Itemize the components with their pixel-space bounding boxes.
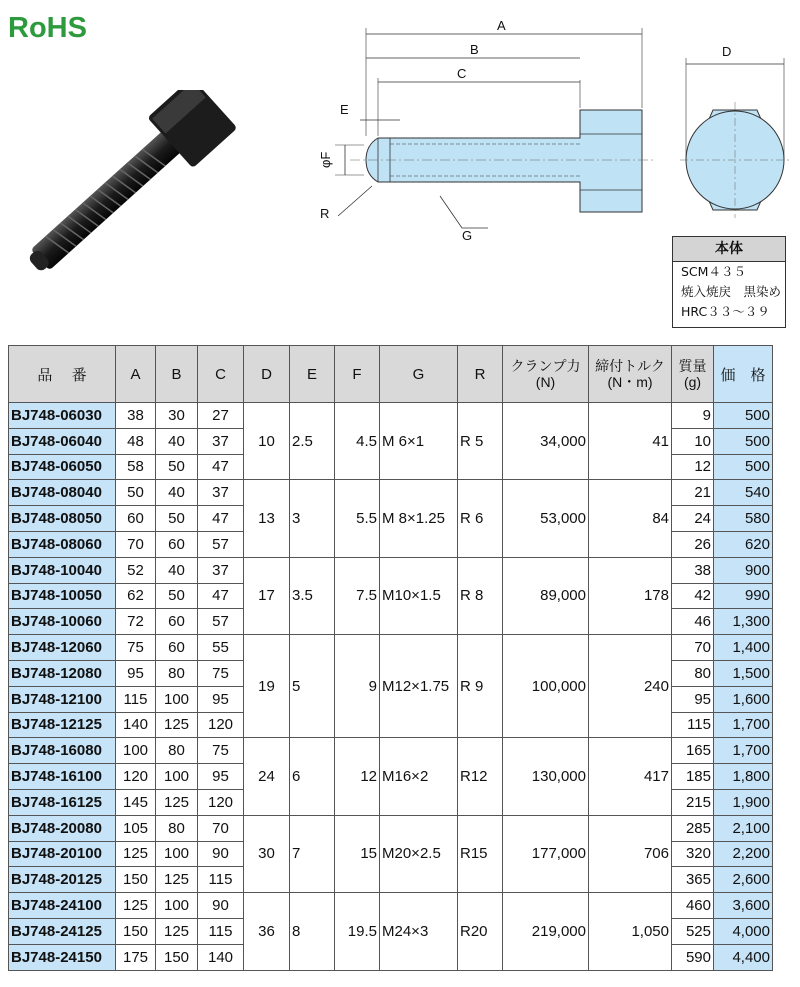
cell-torque: 1,050 [589, 893, 672, 970]
cell-C: 115 [198, 867, 244, 893]
cell-mass: 12 [672, 454, 714, 480]
cell-C: 47 [198, 583, 244, 609]
header-torque-unit: (N・m) [607, 374, 653, 390]
cell-A: 150 [116, 867, 156, 893]
dim-A: A [497, 18, 506, 33]
cell-mass: 70 [672, 635, 714, 661]
cell-mass: 365 [672, 867, 714, 893]
cell-D: 19 [244, 635, 290, 738]
cell-A: 72 [116, 609, 156, 635]
part-number: BJ748-20080 [9, 815, 116, 841]
cell-R: R 5 [458, 403, 503, 480]
cell-E: 6 [290, 738, 335, 815]
cell-C: 95 [198, 764, 244, 790]
cell-D: 13 [244, 480, 290, 557]
cell-B: 50 [156, 583, 198, 609]
table-row [9, 635, 773, 661]
part-number: BJ748-24100 [9, 893, 116, 919]
cell-F: 7.5 [335, 557, 380, 634]
cell-mass: 21 [672, 480, 714, 506]
cell-B: 100 [156, 841, 198, 867]
cell-C: 95 [198, 686, 244, 712]
spec-line-hardness: HRC３３～３９ [681, 304, 770, 319]
cell-F: 4.5 [335, 403, 380, 480]
spec-table [8, 345, 773, 971]
cell-G: M16×2 [380, 738, 458, 815]
cell-B: 80 [156, 815, 198, 841]
cell-clamp-force: 177,000 [503, 815, 589, 892]
cell-A: 175 [116, 944, 156, 970]
cell-A: 105 [116, 815, 156, 841]
cell-mass: 10 [672, 428, 714, 454]
cell-B: 100 [156, 764, 198, 790]
header-R: R [458, 346, 503, 403]
cell-A: 38 [116, 403, 156, 429]
cell-price: 500 [714, 403, 773, 429]
header-F: F [335, 346, 380, 403]
header-part: 品 番 [9, 346, 116, 403]
cell-A: 150 [116, 918, 156, 944]
cell-G: M24×3 [380, 893, 458, 970]
cell-clamp-force: 34,000 [503, 403, 589, 480]
table-header-row [9, 346, 773, 403]
cell-price: 1,600 [714, 686, 773, 712]
cell-clamp-force: 89,000 [503, 557, 589, 634]
table-row [9, 557, 773, 583]
header-C: C [198, 346, 244, 403]
header-B: B [156, 346, 198, 403]
part-number: BJ748-16100 [9, 764, 116, 790]
cell-R: R15 [458, 815, 503, 892]
cell-G: M 8×1.25 [380, 480, 458, 557]
cell-A: 125 [116, 841, 156, 867]
cell-A: 115 [116, 686, 156, 712]
cell-F: 19.5 [335, 893, 380, 970]
cell-price: 1,500 [714, 660, 773, 686]
bolt-photo [20, 90, 290, 290]
cell-A: 58 [116, 454, 156, 480]
spec-line-treatment: 焼入焼戻 黒染め [681, 284, 782, 299]
cell-mass: 42 [672, 583, 714, 609]
rohs-logo [6, 6, 106, 46]
cell-R: R20 [458, 893, 503, 970]
cell-B: 80 [156, 738, 198, 764]
cell-A: 70 [116, 531, 156, 557]
cell-C: 27 [198, 403, 244, 429]
cell-torque: 84 [589, 480, 672, 557]
cell-torque: 417 [589, 738, 672, 815]
cell-clamp-force: 100,000 [503, 635, 589, 738]
cell-price: 500 [714, 428, 773, 454]
header-torque [589, 346, 672, 403]
cell-R: R 8 [458, 557, 503, 634]
dim-R: R [320, 206, 330, 221]
cell-E: 3.5 [290, 557, 335, 634]
cell-E: 5 [290, 635, 335, 738]
header-torque-label: 締付トルク [595, 358, 665, 374]
cell-B: 30 [156, 403, 198, 429]
part-number: BJ748-12125 [9, 712, 116, 738]
cell-mass: 165 [672, 738, 714, 764]
cell-D: 17 [244, 557, 290, 634]
cell-torque: 706 [589, 815, 672, 892]
cell-price: 2,200 [714, 841, 773, 867]
cell-mass: 9 [672, 403, 714, 429]
dim-E: E [340, 102, 349, 117]
material-spec-box [672, 236, 786, 328]
cell-mass: 80 [672, 660, 714, 686]
part-number: BJ748-16125 [9, 789, 116, 815]
header-clamp [503, 346, 589, 403]
cell-G: M20×2.5 [380, 815, 458, 892]
cell-C: 70 [198, 815, 244, 841]
cell-R: R12 [458, 738, 503, 815]
cell-B: 80 [156, 660, 198, 686]
rohs-text: RoHS [8, 12, 87, 44]
cell-A: 145 [116, 789, 156, 815]
cell-price: 1,800 [714, 764, 773, 790]
cell-torque: 240 [589, 635, 672, 738]
cell-A: 125 [116, 893, 156, 919]
cell-mass: 320 [672, 841, 714, 867]
cell-D: 10 [244, 403, 290, 480]
cell-price: 1,400 [714, 635, 773, 661]
part-number: BJ748-06030 [9, 403, 116, 429]
cell-C: 37 [198, 428, 244, 454]
cell-B: 40 [156, 480, 198, 506]
dim-C: C [457, 66, 467, 81]
dim-G: G [462, 228, 473, 243]
cell-mass: 26 [672, 531, 714, 557]
cell-mass: 46 [672, 609, 714, 635]
cell-price: 620 [714, 531, 773, 557]
cell-C: 90 [198, 841, 244, 867]
cell-A: 95 [116, 660, 156, 686]
part-number: BJ748-24150 [9, 944, 116, 970]
cell-A: 52 [116, 557, 156, 583]
cell-E: 3 [290, 480, 335, 557]
cell-B: 125 [156, 867, 198, 893]
cell-C: 47 [198, 506, 244, 532]
cell-price: 2,600 [714, 867, 773, 893]
cell-D: 24 [244, 738, 290, 815]
cell-mass: 95 [672, 686, 714, 712]
cell-B: 100 [156, 686, 198, 712]
cell-B: 40 [156, 428, 198, 454]
cell-G: M 6×1 [380, 403, 458, 480]
cell-B: 50 [156, 506, 198, 532]
cell-clamp-force: 53,000 [503, 480, 589, 557]
part-number: BJ748-24125 [9, 918, 116, 944]
cell-G: M12×1.75 [380, 635, 458, 738]
cell-C: 57 [198, 531, 244, 557]
cell-C: 115 [198, 918, 244, 944]
cell-mass: 38 [672, 557, 714, 583]
cell-price: 3,600 [714, 893, 773, 919]
cell-price: 990 [714, 583, 773, 609]
cell-price: 900 [714, 557, 773, 583]
table-row [9, 893, 773, 919]
part-number: BJ748-20100 [9, 841, 116, 867]
cell-price: 4,400 [714, 944, 773, 970]
cell-A: 120 [116, 764, 156, 790]
cell-R: R 9 [458, 635, 503, 738]
header-A: A [116, 346, 156, 403]
cell-price: 4,000 [714, 918, 773, 944]
cell-C: 90 [198, 893, 244, 919]
cell-C: 37 [198, 480, 244, 506]
cell-B: 125 [156, 789, 198, 815]
cell-clamp-force: 219,000 [503, 893, 589, 970]
cell-price: 2,100 [714, 815, 773, 841]
header-clamp-unit: (N) [535, 374, 556, 390]
cell-mass: 590 [672, 944, 714, 970]
header-price: 価 格 [714, 346, 773, 403]
cell-A: 60 [116, 506, 156, 532]
cell-A: 62 [116, 583, 156, 609]
part-number: BJ748-12060 [9, 635, 116, 661]
cell-B: 125 [156, 918, 198, 944]
cell-price: 1,700 [714, 738, 773, 764]
cell-F: 5.5 [335, 480, 380, 557]
cell-mass: 115 [672, 712, 714, 738]
cell-C: 47 [198, 454, 244, 480]
spec-box-title: 本体 [673, 237, 785, 262]
cell-B: 125 [156, 712, 198, 738]
header-clamp-label: クランプ力 [510, 358, 581, 374]
part-number: BJ748-08040 [9, 480, 116, 506]
cell-B: 50 [156, 454, 198, 480]
cell-E: 7 [290, 815, 335, 892]
header-G: G [380, 346, 458, 403]
cell-E: 2.5 [290, 403, 335, 480]
cell-C: 120 [198, 712, 244, 738]
cell-C: 75 [198, 660, 244, 686]
cell-mass: 185 [672, 764, 714, 790]
part-number: BJ748-10040 [9, 557, 116, 583]
cell-C: 75 [198, 738, 244, 764]
cell-C: 57 [198, 609, 244, 635]
cell-B: 100 [156, 893, 198, 919]
part-number: BJ748-16080 [9, 738, 116, 764]
cell-price: 580 [714, 506, 773, 532]
cell-B: 60 [156, 531, 198, 557]
cell-A: 100 [116, 738, 156, 764]
cell-price: 1,300 [714, 609, 773, 635]
part-number: BJ748-06050 [9, 454, 116, 480]
dim-B: B [470, 42, 479, 57]
cell-C: 140 [198, 944, 244, 970]
header-mass [672, 346, 714, 403]
part-number: BJ748-08050 [9, 506, 116, 532]
cell-D: 30 [244, 815, 290, 892]
cell-A: 75 [116, 635, 156, 661]
cell-mass: 285 [672, 815, 714, 841]
cell-mass: 215 [672, 789, 714, 815]
table-row [9, 815, 773, 841]
cell-price: 1,700 [714, 712, 773, 738]
header-mass-unit: (g) [683, 374, 702, 390]
table-row [9, 403, 773, 429]
cell-B: 60 [156, 635, 198, 661]
header-mass-label: 質量 [678, 358, 707, 374]
part-number: BJ748-10060 [9, 609, 116, 635]
part-number: BJ748-10050 [9, 583, 116, 609]
cell-mass: 460 [672, 893, 714, 919]
cell-B: 40 [156, 557, 198, 583]
table-row [9, 738, 773, 764]
header-D: D [244, 346, 290, 403]
part-number: BJ748-20125 [9, 867, 116, 893]
cell-price: 500 [714, 454, 773, 480]
cell-A: 48 [116, 428, 156, 454]
cell-A: 50 [116, 480, 156, 506]
cell-price: 1,900 [714, 789, 773, 815]
cell-R: R 6 [458, 480, 503, 557]
part-number: BJ748-06040 [9, 428, 116, 454]
cell-clamp-force: 130,000 [503, 738, 589, 815]
cell-D: 36 [244, 893, 290, 970]
cell-A: 140 [116, 712, 156, 738]
dim-F: φF [318, 151, 333, 168]
part-number: BJ748-08060 [9, 531, 116, 557]
cell-mass: 24 [672, 506, 714, 532]
cell-G: M10×1.5 [380, 557, 458, 634]
part-number: BJ748-12080 [9, 660, 116, 686]
cell-F: 15 [335, 815, 380, 892]
cell-C: 37 [198, 557, 244, 583]
cell-E: 8 [290, 893, 335, 970]
cell-mass: 525 [672, 918, 714, 944]
part-number: BJ748-12100 [9, 686, 116, 712]
cell-F: 9 [335, 635, 380, 738]
table-row [9, 480, 773, 506]
dim-D: D [722, 44, 732, 59]
spec-line-material: SCM４３５ [681, 264, 746, 279]
cell-F: 12 [335, 738, 380, 815]
cell-torque: 178 [589, 557, 672, 634]
cell-torque: 41 [589, 403, 672, 480]
header-E: E [290, 346, 335, 403]
cell-B: 60 [156, 609, 198, 635]
cell-C: 55 [198, 635, 244, 661]
spec-table-body [9, 403, 773, 971]
cell-C: 120 [198, 789, 244, 815]
cell-price: 540 [714, 480, 773, 506]
cell-B: 150 [156, 944, 198, 970]
